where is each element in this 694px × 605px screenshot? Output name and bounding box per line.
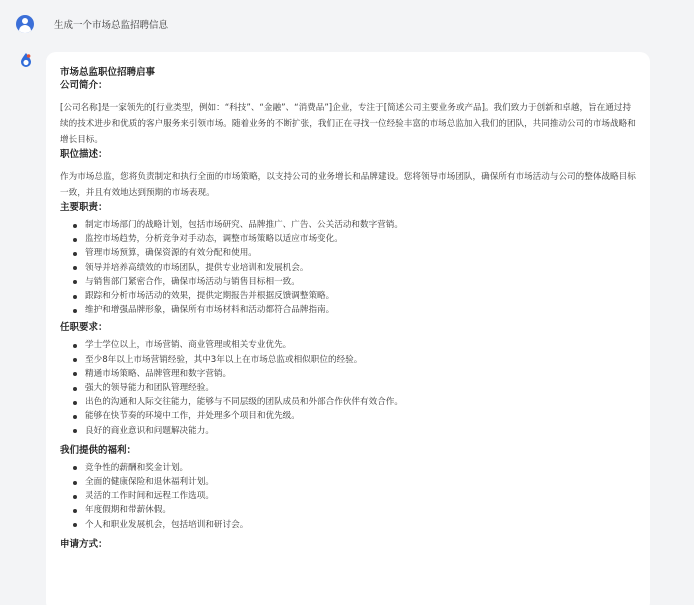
list-item: 个人和职业发展机会，包括培训和研讨会。 xyxy=(60,518,636,532)
list-item: 管理市场预算，确保资源的有效分配和使用。 xyxy=(60,246,636,260)
list-item: 灵活的工作时间和远程工作选项。 xyxy=(60,489,636,503)
company-text: [公司名称]是一家领先的[行业类型，例如：“科技”、“金融”、“消费品”]企业，专注于[简述公司主要业务或产品]。我们致力于创新和卓越，旨在通过持续的技术进步和优质的客户服务来引领市场。随着业务的不断扩张，我们正在寻找一位经验丰富的市场总监加入我们的团队，共同推动公司的市场战略和增长目标。 xyxy=(60,103,636,145)
role-text: 作为市场总监，您将负责制定和执行全面的市场策略，以支持公司的业务增长和品牌建设。您将领导市场团队，确保所有市场活动与公司的整体战略目标一致，并且有效地达到预期的市场表现。 xyxy=(60,172,636,198)
list-item: 全面的健康保险和退休福利计划。 xyxy=(60,475,636,489)
list-item: 与销售部门紧密合作，确保市场活动与销售目标相一致。 xyxy=(60,275,636,289)
role-heading: 职位描述： xyxy=(60,149,108,160)
user-avatar-icon xyxy=(16,15,34,33)
duties-list xyxy=(60,218,636,317)
user-message-row xyxy=(16,14,168,34)
list-item: 至少8年以上市场营销经验，其中3年以上在市场总监或相似职位的经验。 xyxy=(60,353,636,367)
list-item: 精通市场策略、品牌管理和数字营销。 xyxy=(60,367,636,381)
list-item: 维护和增强品牌形象，确保所有市场材料和活动都符合品牌指南。 xyxy=(60,303,636,317)
assistant-response-card xyxy=(46,52,650,605)
list-item: 跟踪和分析市场活动的效果，提供定期报告并根据反馈调整策略。 xyxy=(60,289,636,303)
list-item: 出色的沟通和人际交往能力，能够与不同层级的团队成员和外部合作伙伴有效合作。 xyxy=(60,395,636,409)
list-item: 能够在快节奏的环境中工作，并处理多个项目和优先级。 xyxy=(60,409,636,423)
benefits-heading: 我们提供的福利： xyxy=(60,444,137,456)
requirements-list xyxy=(60,338,636,437)
list-item: 学士学位以上，市场营销、商业管理或相关专业优先。 xyxy=(60,338,636,352)
requirements-heading: 任职要求： xyxy=(60,322,108,334)
apply-heading: 申请方式： xyxy=(60,538,108,550)
list-item: 年度假期和带薪休假。 xyxy=(60,503,636,517)
list-item: 良好的商业意识和问题解决能力。 xyxy=(60,424,636,438)
list-item: 监控市场趋势，分析竞争对手动态，调整市场策略以适应市场变化。 xyxy=(60,232,636,246)
assistant-logo-icon xyxy=(18,52,34,68)
list-item: 强大的领导能力和团队管理经验。 xyxy=(60,381,636,395)
benefits-list xyxy=(60,461,636,532)
job-posting-title: 市场总监职位招聘启事 xyxy=(60,67,156,78)
duties-heading: 主要职责： xyxy=(60,202,108,213)
list-item: 领导并培养高绩效的市场团队，提供专业培训和发展机会。 xyxy=(60,261,636,275)
list-item: 竞争性的薪酬和奖金计划。 xyxy=(60,461,636,475)
user-message-text: 生成一个市场总监招聘信息 xyxy=(54,20,169,31)
company-heading: 公司简介： xyxy=(60,80,108,91)
list-item: 制定市场部门的战略计划，包括市场研究、品牌推广、广告、公关活动和数字营销。 xyxy=(60,218,636,232)
